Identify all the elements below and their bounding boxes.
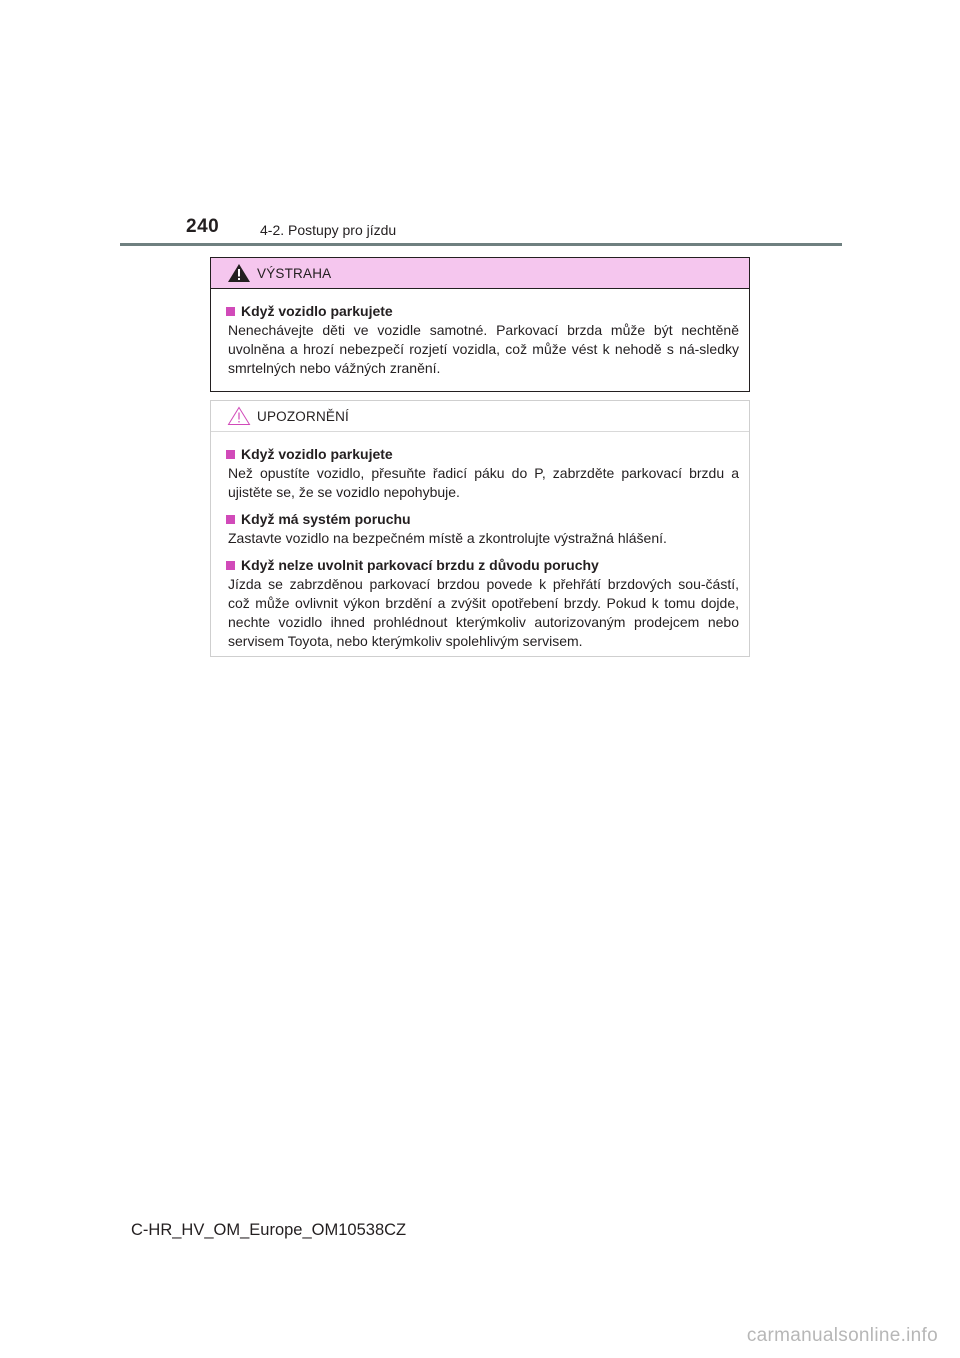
notice-item [226,555,739,651]
warning-title: VÝSTRAHA [257,265,332,281]
warning-item-title-text: Když vozidlo parkujete [241,303,393,319]
notice-item-text: Než opustíte vozidlo, přesuňte řadicí páku do P, zabrzděte parkovací brzdu a ujistěte se, že se vozidlo nepohybuje. [228,465,739,500]
notice-item-title-text: Když vozidlo parkujete [241,446,393,462]
caution-triangle-outline-icon [227,406,251,426]
notice-item [226,444,739,502]
warning-box [210,257,750,392]
notice-body [211,432,749,651]
notice-item-text: Jízda se zabrzděnou parkovací brzdou povede k přehřátí brzdových sou-částí, což může ovlivnit výkon brzdění a zvýšit opotřebení brzdy. Pokud k tomu dojde, nechte vozidlo ihned prohlédnout kterýmkoliv autorizovaným prodejcem nebo servisem Toyota, nebo kterýmkoliv spolehlivým servisem. [228,576,739,649]
notice-box [210,400,750,657]
warning-item-title [226,301,739,321]
section-title: 4-2. Postupy pro jízdu [260,222,397,238]
notice-item [226,509,739,548]
notice-header [211,401,749,432]
notice-item-title-text: Když má systém poruchu [241,511,411,527]
bullet-square-icon [226,515,235,524]
warning-triangle-filled-icon [227,263,251,283]
bullet-square-icon [226,450,235,459]
notice-item-title [226,555,739,575]
notice-item-title [226,509,739,529]
notice-item-title [226,444,739,464]
notice-item-text: Zastavte vozidlo na bezpečném místě a zkontrolujte výstražná hlášení. [228,530,667,546]
header-rule [120,243,842,246]
warning-header [211,258,749,289]
document-code: C-HR_HV_OM_Europe_OM10538CZ [131,1221,407,1239]
warning-item-text: Nenechávejte děti ve vozidle samotné. Parkovací brzda může být nechtěně uvolněna a hrozí nebezpečí rozjetí vozidla, což může vést k nehodě s ná-sledky smrtelných nebo vážných zranění. [228,322,739,376]
warning-item [226,301,739,378]
warning-body [211,289,749,378]
bullet-square-icon [226,561,235,570]
notice-title: UPOZORNĚNÍ [257,408,350,424]
notice-item-title-text: Když nelze uvolnit parkovací brzdu z důvodu poruchy [241,557,599,573]
watermark: carmanualsonline.info [746,1325,938,1346]
page-number: 240 [186,216,220,237]
bullet-square-icon [226,307,235,316]
